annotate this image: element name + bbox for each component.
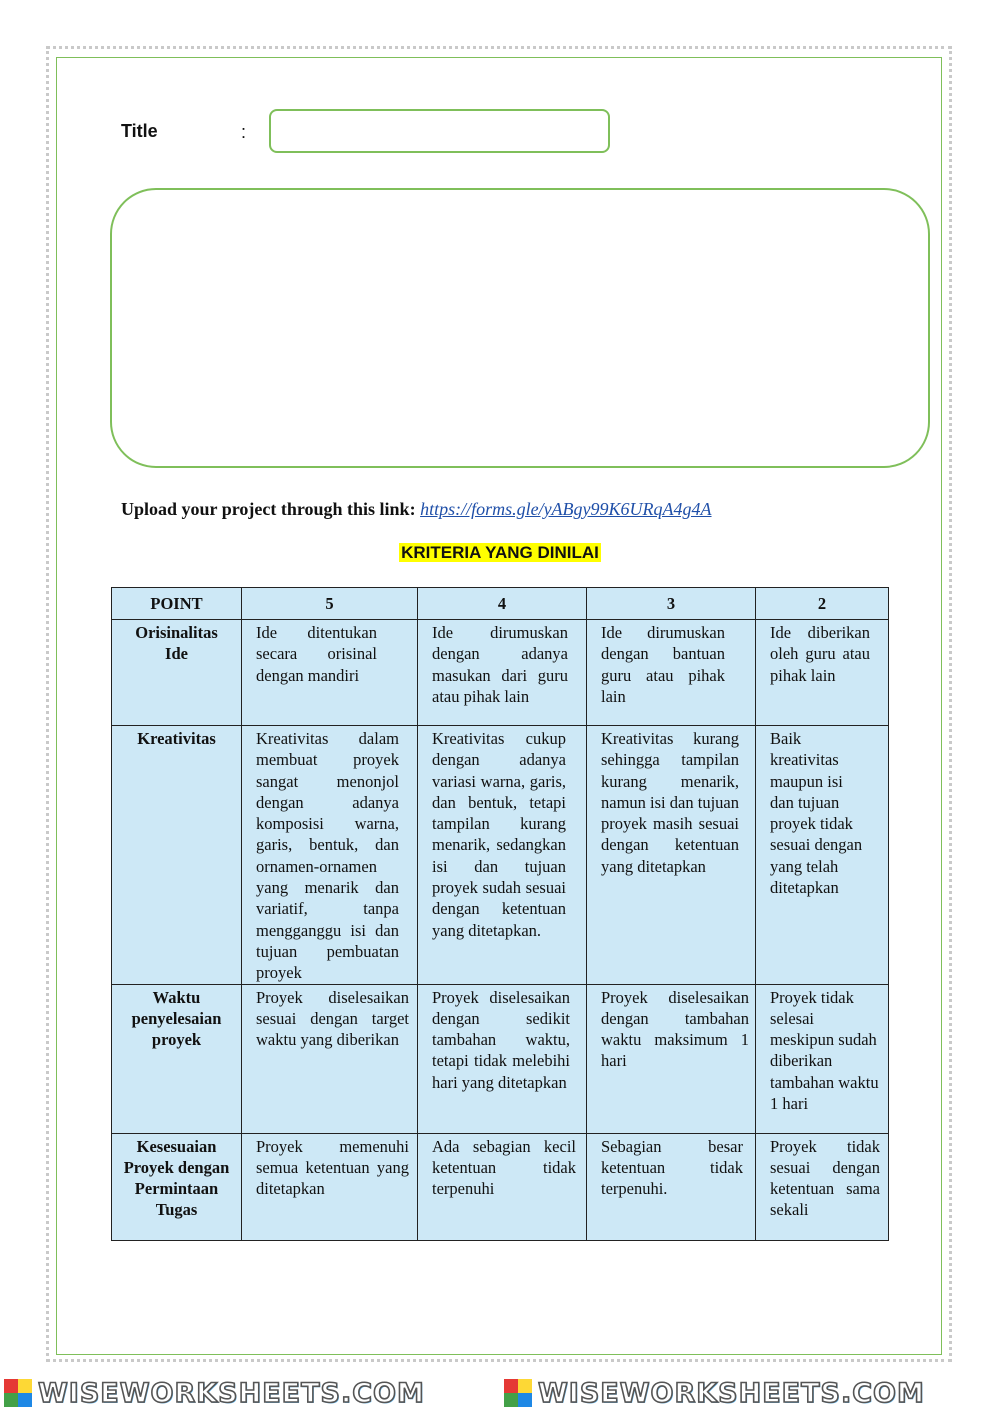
rubric-cell: Proyek diselesaikan dengan sedikit tambahan waktu, tetapi tidak melebihi hari yang ditetapkan (418, 984, 587, 1133)
criterion-label: Waktu penyelesaian proyek (112, 984, 242, 1133)
rubric-cell: Sebagian besar ketentuan tidak terpenuhi. (587, 1133, 756, 1240)
rubric-cell: Ada sebagian kecil ketentuan tidak terpenuhi (418, 1133, 587, 1240)
logo-tile-blue (18, 1393, 32, 1407)
rubric-cell: Proyek diselesaikan sesuai dengan target waktu yang diberikan (242, 984, 418, 1133)
header-score-3: 3 (587, 588, 756, 620)
table-row (112, 620, 889, 726)
criterion-label: Orisinalitas Ide (112, 620, 242, 726)
logo-tile-blue (518, 1393, 532, 1407)
rubric-header-row (112, 588, 889, 620)
logo-tile-yellow (18, 1379, 32, 1393)
rubric-cell: Proyek diselesaikan dengan tambahan waktu maksimum 1 hari (587, 984, 756, 1133)
rubric-cell: Kreativitas cukup dengan adanya variasi warna, garis, dan bentuk, tetapi tampilan kurang menarik, sedangkan isi dan tujuan proyek sudah sesuai dengan ketentuan yang ditetapkan. (418, 726, 587, 985)
brand-logo-icon (504, 1379, 532, 1407)
logo-tile-red (504, 1379, 518, 1393)
logo-tile-green (504, 1393, 518, 1407)
criteria-heading (0, 543, 1000, 563)
rubric-cell: Proyek memenuhi semua ketentuan yang ditetapkan (242, 1133, 418, 1240)
criterion-label: Kesesuaian Proyek dengan Permintaan Tugas (112, 1133, 242, 1240)
brand-name: WISEWORKSHEETS.COM (38, 1377, 425, 1409)
rubric-table (111, 587, 889, 1241)
rubric-cell: Ide dirumuskan dengan bantuan guru atau pihak lain (587, 620, 756, 726)
table-row (112, 984, 889, 1133)
logo-tile-green (4, 1393, 18, 1407)
footer-logo (504, 1378, 925, 1408)
title-colon: : (241, 122, 247, 142)
logo-tile-yellow (518, 1379, 532, 1393)
rubric-cell: Kreativitas kurang sehingga tampilan kurang menarik, namun isi dan tujuan proyek masih sesuai dengan ketentuan yang ditetapkan (587, 726, 756, 985)
criterion-label: Kreativitas (112, 726, 242, 985)
table-row (112, 726, 889, 985)
upload-link[interactable]: https://forms.gle/yABgy99K6URqA4g4A (420, 499, 712, 519)
header-score-4: 4 (418, 588, 587, 620)
title-input[interactable] (269, 109, 610, 153)
rubric-cell: Proyek tidak selesai meskipun sudah diberikan tambahan waktu 1 hari (756, 984, 889, 1133)
footer-watermark (0, 1372, 1000, 1413)
table-row (112, 1133, 889, 1240)
logo-tile-red (4, 1379, 18, 1393)
title-label: Title (121, 121, 158, 141)
rubric-cell: Baik kreativitas maupun isi dan tujuan proyek tidak sesuai dengan yang telah ditetapkan (756, 726, 889, 985)
rubric-cell: Ide diberikan oleh guru atau pihak lain (756, 620, 889, 726)
project-answer-box[interactable] (110, 188, 930, 468)
brand-logo-icon (4, 1379, 32, 1407)
rubric-cell: Proyek tidak sesuai dengan ketentuan sama sekali (756, 1133, 889, 1240)
footer-logo (4, 1378, 425, 1408)
rubric-cell: Ide dirumuskan dengan adanya masukan dari guru atau pihak lain (418, 620, 587, 726)
header-score-2: 2 (756, 588, 889, 620)
rubric-cell: Ide ditentukan secara orisinal dengan mandiri (242, 620, 418, 726)
rubric-cell: Kreativitas dalam membuat proyek sangat menonjol dengan adanya komposisi warna, garis, bentuk, dan ornamen-ornamen yang menarik dan variatif, tanpa mengganggu isi dan tujuan pembuatan proyek (242, 726, 418, 985)
upload-label: Upload your project through this link: (121, 499, 416, 519)
upload-instruction (121, 499, 712, 520)
header-point: POINT (112, 588, 242, 620)
criteria-heading-text: KRITERIA YANG DINILAI (401, 543, 599, 562)
brand-name: WISEWORKSHEETS.COM (538, 1377, 925, 1409)
header-score-5: 5 (242, 588, 418, 620)
